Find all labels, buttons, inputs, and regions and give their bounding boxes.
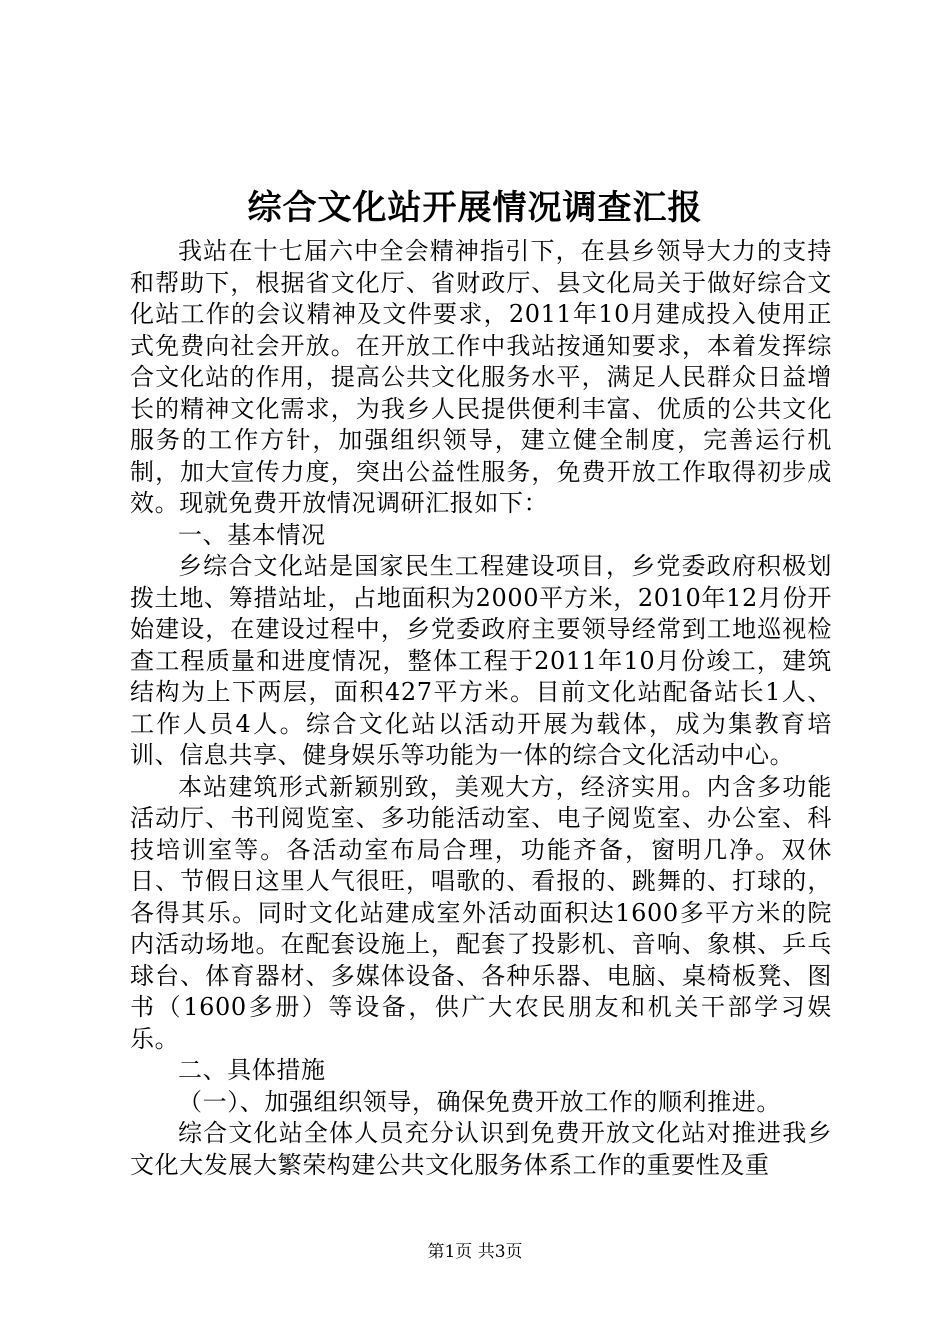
page-number-footer: 第1页 共3页 xyxy=(427,1242,523,1262)
paragraph: 综合文化站全体人员充分认识到免费开放文化站对推进我乡文化大发展大繁荣构建公共文化服务体系工作的重要性及重 xyxy=(130,1119,832,1179)
section-heading: 一、基本情况 xyxy=(178,520,326,549)
page-title: 综合文化站开展情况调查汇报 xyxy=(247,188,703,228)
paragraph: 本站建筑形式新颖别致，美观大方，经济实用。内含多功能活动厅、书刊阅览室、多功能活动室、电子阅览室、办公室、科技培训室等。各活动室布局合理，功能齐备，窗明几净。双休日、节假日这里人气很旺，唱歌的、看报的、跳舞的、打球的，各得其乐。同时文化站建成室外活动面积达1600多平方米的院内活动场地。在配套设施上，配套了投影机、音响、象棋、乒乓球台、体育器材、多媒体设备、各种乐器、电脑、桌椅板凳、图书（1600多册）等设备，供广大农民朋友和机关干部学习娱乐。 xyxy=(130,772,832,1053)
paragraph: 我站在十七届六中全会精神指引下，在县乡领导大力的支持和帮助下，根据省文化厅、省财政厅、县文化局关于做好综合文化站工作的会议精神及文件要求，2011年10月建成投入使用正式免费向社会开放。在开放工作中我站按通知要求，本着发挥综合文化站的作用，提高公共文化服务水平，满足人民群众日益增长的精神文化需求，为我乡人民提供便利丰富、优质的公共文化服务的工作方针，加强组织领导，建立健全制度，完善运行机制，加大宣传力度，突出公益性服务，免费开放工作取得初步成效。现就免费开放情况调研汇报如下： xyxy=(130,237,832,517)
subsection-heading: （一）、加强组织领导，确保免费开放工作的顺利推进。 xyxy=(178,1087,781,1116)
paragraph: 乡综合文化站是国家民生工程建设项目，乡党委政府积极划拨土地、筹措站址，占地面积为2000平方米，2010年12月份开始建设，在建设过程中，乡党委政府主要领导经常到工地巡视检查工程质量和进度情况，整体工程于2011年10月份竣工，建筑结构为上下两层，面积427平方米。目前文化站配备站长1人、工作人员4人。综合文化站以活动开展为载体，成为集教育培训、信息共享、健身娱乐等功能为一体的综合文化活动中心。 xyxy=(130,552,832,769)
document-body xyxy=(130,236,832,1181)
section-heading: 二、具体措施 xyxy=(178,1056,326,1084)
